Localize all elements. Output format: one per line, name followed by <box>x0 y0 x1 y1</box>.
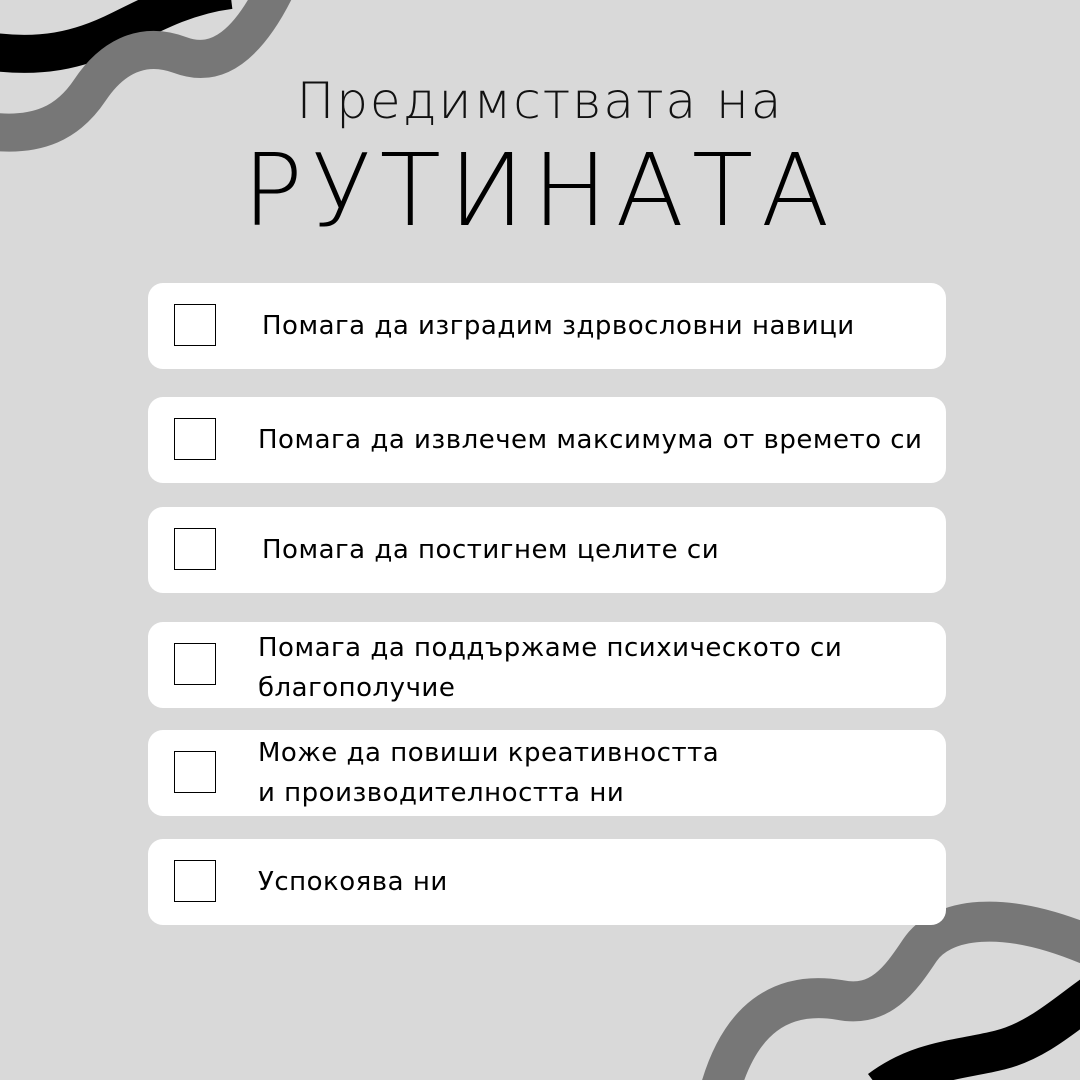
checklist-item-label: Може да повиши креативността и производителността ни <box>258 738 720 808</box>
bottom-right-gray-wave <box>720 922 1080 1080</box>
checklist-item-label: Помага да поддържаме психическото си благополучие <box>258 633 843 703</box>
checklist-item[interactable] <box>148 397 946 483</box>
checklist-item[interactable] <box>148 507 946 593</box>
checkbox[interactable] <box>174 528 216 570</box>
checkbox[interactable] <box>174 643 216 685</box>
top-left-black-wave <box>0 0 230 54</box>
checkbox[interactable] <box>174 418 216 460</box>
checklist-item-label: Помага да изградим здрвословни навици <box>262 311 855 341</box>
checklist-item-label: Помага да постигнем целите си <box>262 535 720 565</box>
checklist-item[interactable] <box>148 839 946 925</box>
checklist-item[interactable] <box>148 730 946 816</box>
checkbox[interactable] <box>174 304 216 346</box>
page-title: РУТИНАТА <box>242 132 838 249</box>
checkbox[interactable] <box>174 751 216 793</box>
checklist-item[interactable] <box>148 622 946 708</box>
checklist-item[interactable] <box>148 283 946 369</box>
checkbox[interactable] <box>174 860 216 902</box>
bottom-right-black-wave <box>880 990 1080 1080</box>
page-subtitle: Предимствата на <box>296 72 784 130</box>
checklist-item-label: Помага да извлечем максимума от времето си <box>258 425 923 455</box>
checklist-item-label: Успокоява ни <box>258 867 448 897</box>
